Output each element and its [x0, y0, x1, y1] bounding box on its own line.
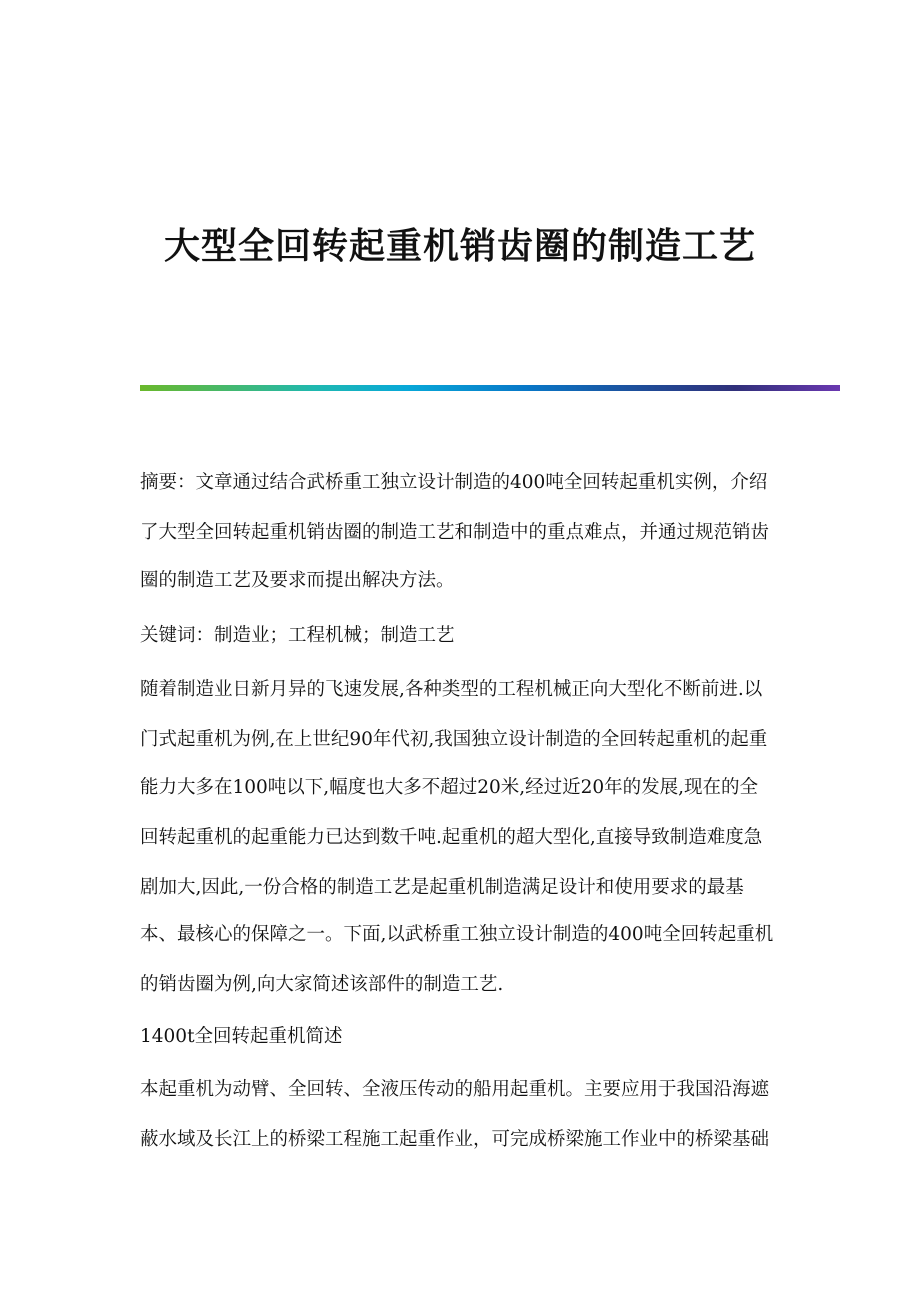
- body-line: 能力大多在100吨以下,幅度也大多不超过20米,经过近20年的发展,现在的全: [140, 777, 759, 798]
- keywords-line: 关键词：制造业；工程机械；制造工艺: [140, 625, 455, 646]
- body-line: 的销齿圈为例,向大家简述该部件的制造工艺.: [140, 974, 504, 995]
- abstract-line: 了大型全回转起重机销齿圈的制造工艺和制造中的重点难点，并通过规范销齿: [140, 522, 770, 543]
- body-line: 本、最核心的保障之一。下面,以武桥重工独立设计制造的400吨全回转起重机: [140, 924, 774, 945]
- body-line: 门式起重机为例,在上世纪90年代初,我国独立设计制造的全回转起重机的起重: [140, 729, 768, 750]
- body-line: 本起重机为动臂、全回转、全液压传动的船用起重机。主要应用于我国沿海遮: [140, 1079, 770, 1100]
- body-line: 回转起重机的起重能力已达到数千吨.起重机的超大型化,直接导致制造难度急: [140, 827, 763, 848]
- document-title: 大型全回转起重机销齿圈的制造工艺: [163, 226, 756, 267]
- title-divider: [140, 385, 840, 391]
- section-heading: 1400t全回转起重机简述: [140, 1026, 343, 1047]
- abstract-line: 圈的制造工艺及要求而提出解决方法。: [140, 570, 455, 591]
- body-line: 随着制造业日新月异的飞速发展,各种类型的工程机械正向大型化不断前进.以: [140, 679, 763, 700]
- abstract-line: 摘要：文章通过结合武桥重工独立设计制造的400吨全回转起重机实例，介绍: [140, 472, 768, 493]
- body-line: 剧加大,因此,一份合格的制造工艺是起重机制造满足设计和使用要求的最基: [140, 877, 744, 898]
- body-line: 蔽水域及长江上的桥梁工程施工起重作业，可完成桥梁施工作业中的桥梁基础: [140, 1129, 770, 1150]
